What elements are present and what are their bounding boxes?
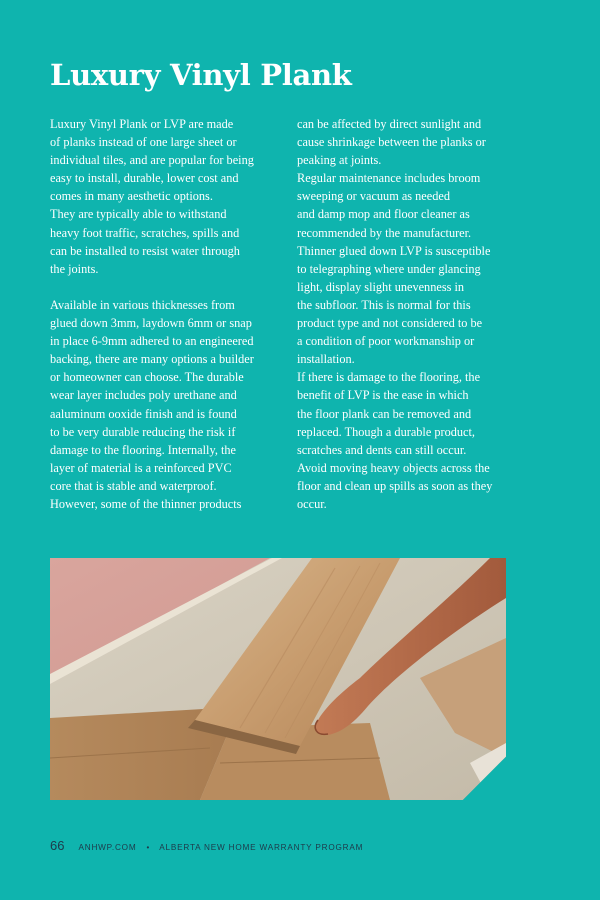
text-line: recommended by the manufacturer. xyxy=(297,225,472,240)
flooring-photo xyxy=(50,558,506,800)
text-line: can be installed to resist water through xyxy=(50,243,240,258)
text-line: heavy foot traffic, scratches, spills and xyxy=(50,225,240,240)
text-line: aaluminum ooxide finish and is found xyxy=(50,406,237,421)
text-line: replaced. Though a durable product, xyxy=(297,424,476,439)
text-line: floor and clean up spills as soon as they xyxy=(297,478,493,493)
text-line: Regular maintenance includes broom xyxy=(297,171,481,186)
text-line: layer of material is a reinforced PVC xyxy=(50,460,232,475)
text-line: wear layer includes poly urethane and xyxy=(50,388,237,403)
left-paragraph-2 xyxy=(50,296,282,513)
text-line: Luxury Vinyl Plank or LVP are made xyxy=(50,117,234,131)
text-line: individual tiles, and are popular for being xyxy=(50,153,254,168)
right-paragraph xyxy=(297,115,529,513)
text-line: core that is stable and waterproof. xyxy=(50,478,217,493)
text-line: Avoid moving heavy objects across the xyxy=(297,460,490,475)
text-line: the joints. xyxy=(50,261,99,276)
text-line: backing, there are many options a builder xyxy=(50,352,254,367)
right-column xyxy=(297,115,529,513)
text-line: If there is damage to the flooring, the xyxy=(297,370,481,385)
text-line: Thinner glued down LVP is susceptible xyxy=(297,243,491,258)
text-line: a condition of poor workmanship or xyxy=(297,334,475,349)
text-line: However, some of the thinner products xyxy=(50,496,242,511)
text-line: product type and not considered to be xyxy=(297,316,483,331)
text-line: can be affected by direct sunlight and xyxy=(297,117,482,131)
left-column xyxy=(50,115,282,513)
text-line: damage to the flooring. Internally, the xyxy=(50,442,236,457)
text-line: and damp mop and floor cleaner as xyxy=(297,207,470,222)
text-line: the subfloor. This is normal for this xyxy=(297,297,471,312)
footer-separator: • xyxy=(146,843,150,852)
text-line: scratches and dents can still occur. xyxy=(297,442,467,457)
text-line: installation. xyxy=(297,352,355,367)
text-line: easy to install, durable, lower cost and xyxy=(50,171,239,186)
text-line: They are typically able to withstand xyxy=(50,207,227,222)
text-line: in place 6-9mm adhered to an engineered xyxy=(50,334,254,349)
page-title: Luxury Vinyl Plank xyxy=(50,58,352,92)
text-line: to be very durable reducing the risk if xyxy=(50,424,236,439)
text-line: cause shrinkage between the planks or xyxy=(297,135,486,150)
text-line: to telegraphing where under glancing xyxy=(297,261,481,276)
text-line: glued down 3mm, laydown 6mm or snap xyxy=(50,316,252,331)
text-line: the floor plank can be removed and xyxy=(297,406,472,421)
text-line: Available in various thicknesses from xyxy=(50,297,235,312)
text-line: of planks instead of one large sheet or xyxy=(50,135,237,150)
text-line: benefit of LVP is the ease in which xyxy=(297,388,469,403)
text-line: light, display slight unevenness in xyxy=(297,279,465,294)
footer-site-link[interactable]: ANHWP.COM xyxy=(78,843,137,852)
text-line: peaking at joints. xyxy=(297,153,382,168)
text-line: or homeowner can choose. The durable xyxy=(50,370,244,385)
text-line: occur. xyxy=(297,496,327,511)
text-line: comes in many aesthetic options. xyxy=(50,189,213,204)
text-line: sweeping or vacuum as needed xyxy=(297,189,450,204)
page-number: 66 xyxy=(50,838,65,853)
footer-program-name: ALBERTA NEW HOME WARRANTY PROGRAM xyxy=(159,843,364,852)
left-paragraph-1 xyxy=(50,115,282,278)
page-footer xyxy=(50,838,363,853)
